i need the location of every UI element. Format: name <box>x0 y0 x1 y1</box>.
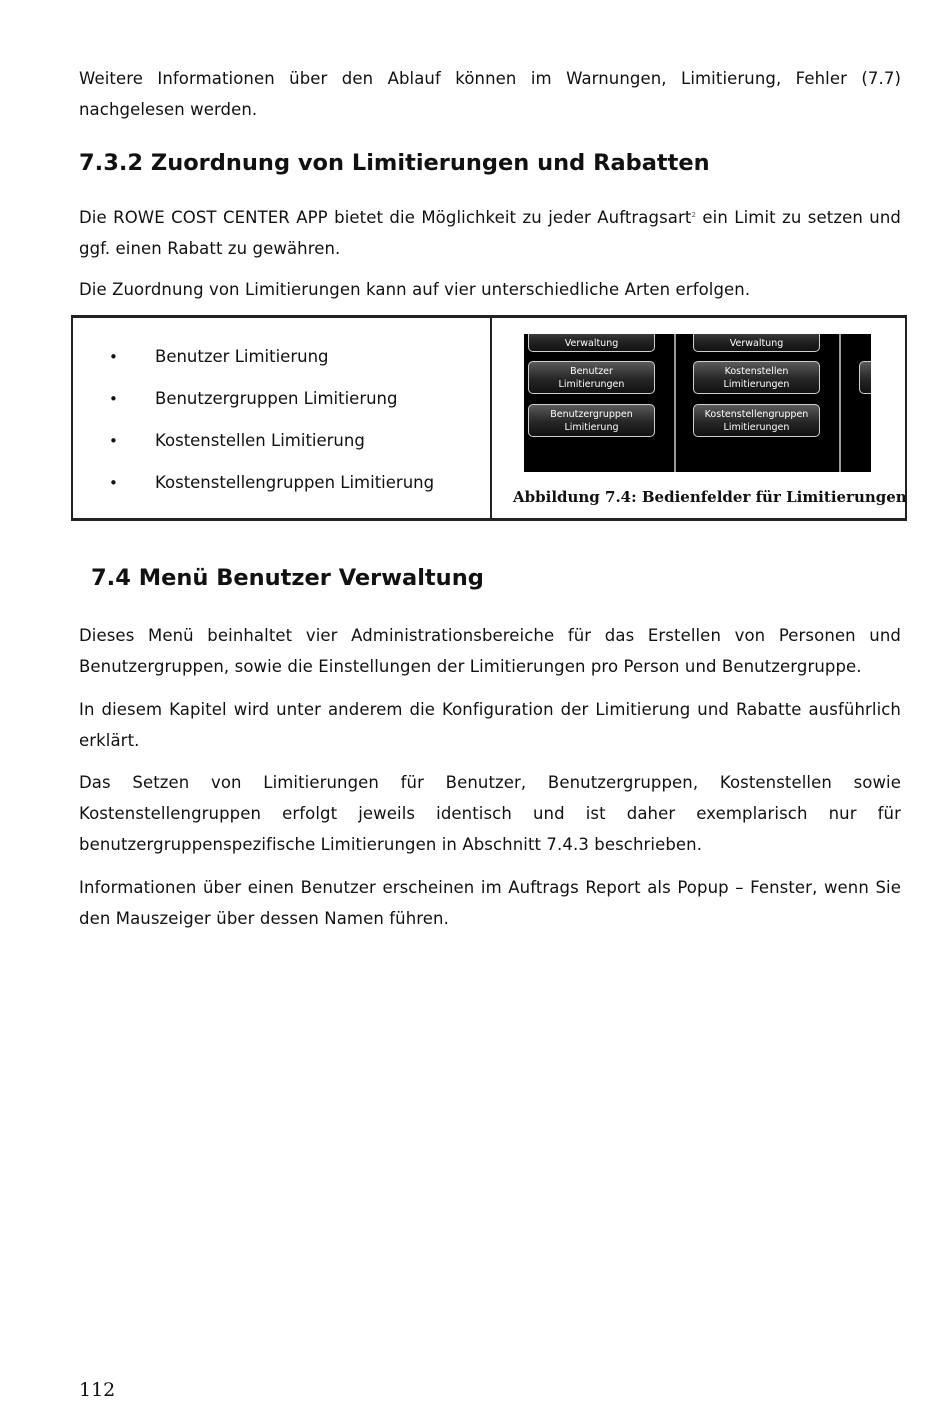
section-heading-7-3-2: 7.3.2 Zuordnung von Limitierungen und Rabatten <box>79 150 710 176</box>
button-label-line-1: Benutzergruppen <box>550 408 633 420</box>
section-7-4-paragraph-3: Das Setzen von Limitierungen für Benutzer, Benutzergruppen, Kostenstellen sowie Kostenstellengruppen erfolgt jeweils identisch und ist daher exemplarisch nur für benutzergruppenspezifische Limitierungen in Abschnitt 7.4.3 beschrieben. <box>79 773 901 854</box>
limitation-types-table <box>71 315 907 521</box>
benutzergruppen-limitierung-button[interactable] <box>528 404 655 437</box>
screenshot-column-separator <box>839 334 841 472</box>
list-item: • Kostenstellen Limitierung <box>73 420 434 462</box>
button-label-line-1: Kostenstellengruppen <box>704 408 809 420</box>
section-7-3-2-paragraph-2: Die Zuordnung von Limitierungen kann auf vier unterschiedliche Arten erfolgen. <box>79 280 751 299</box>
list-item: • Benutzer Limitierung <box>73 336 434 378</box>
button-label-line-2: Limitierungen <box>723 378 790 390</box>
section-7-4-paragraph-4: Informationen über einen Benutzer erscheinen im Auftrags Report als Popup – Fenster, wenn Sie den Mauszeiger über dessen Namen führen. <box>79 878 901 928</box>
list-item: • Kostenstellengruppen Limitierung <box>73 462 434 504</box>
section-7-4-paragraph-2: In diesem Kapitel wird unter anderem die Konfiguration der Limitierung und Rabatte ausführlich erklärt. <box>79 700 901 750</box>
figure-caption: Abbildung 7.4: Bedienfelder für Limitierungen <box>513 488 907 506</box>
button-label: Verwaltung <box>729 337 784 349</box>
kostenstellen-limitierungen-button[interactable] <box>693 361 820 394</box>
partial-button-cut-off[interactable] <box>859 361 871 394</box>
limitation-buttons-screenshot <box>524 334 871 472</box>
footnote-marker[interactable]: 2 <box>691 211 696 219</box>
page-number: 112 <box>79 1379 116 1401</box>
section-7-3-2-paragraph-1 <box>79 200 901 264</box>
list-item: • Benutzergruppen Limitierung <box>73 378 434 420</box>
kostenstellengruppen-limitierungen-button[interactable] <box>693 404 820 437</box>
section-heading-7-4: 7.4 Menü Benutzer Verwaltung <box>91 565 484 591</box>
button-label: Verwaltung <box>564 337 619 349</box>
paragraph-text-end: ein Limit zu setzen und ggf. einen Rabatt zu gewähren. <box>79 208 901 258</box>
button-label-line-1: Benutzer <box>570 365 613 377</box>
button-label-line-2: Limitierungen <box>558 378 625 390</box>
intro-paragraph: Weitere Informationen über den Ablauf können im Warnungen, Limitierung, Fehler (7.7) nachgelesen werden. <box>79 69 901 119</box>
paragraph-text-start: Die ROWE COST CENTER APP bietet die Möglichkeit zu jeder Auftragsart <box>79 208 692 227</box>
verwaltung-button-right[interactable] <box>693 334 820 352</box>
section-7-4-paragraph-1: Dieses Menü beinhaltet vier Administrationsbereiche für das Erstellen von Personen und Benutzergruppen, sowie die Einstellungen der Limitierungen pro Person und Benutzergruppe. <box>79 626 901 676</box>
table-column-divider <box>490 318 492 518</box>
button-label-line-1: Kostenstellen <box>724 365 789 377</box>
benutzer-limitierungen-button[interactable] <box>528 361 655 394</box>
button-label-line-2: Limitierungen <box>723 421 790 433</box>
limitation-types-list <box>73 336 434 504</box>
screenshot-column-separator <box>674 334 676 472</box>
verwaltung-button-left[interactable] <box>528 334 655 352</box>
button-label-line-2: Limitierung <box>564 421 619 433</box>
